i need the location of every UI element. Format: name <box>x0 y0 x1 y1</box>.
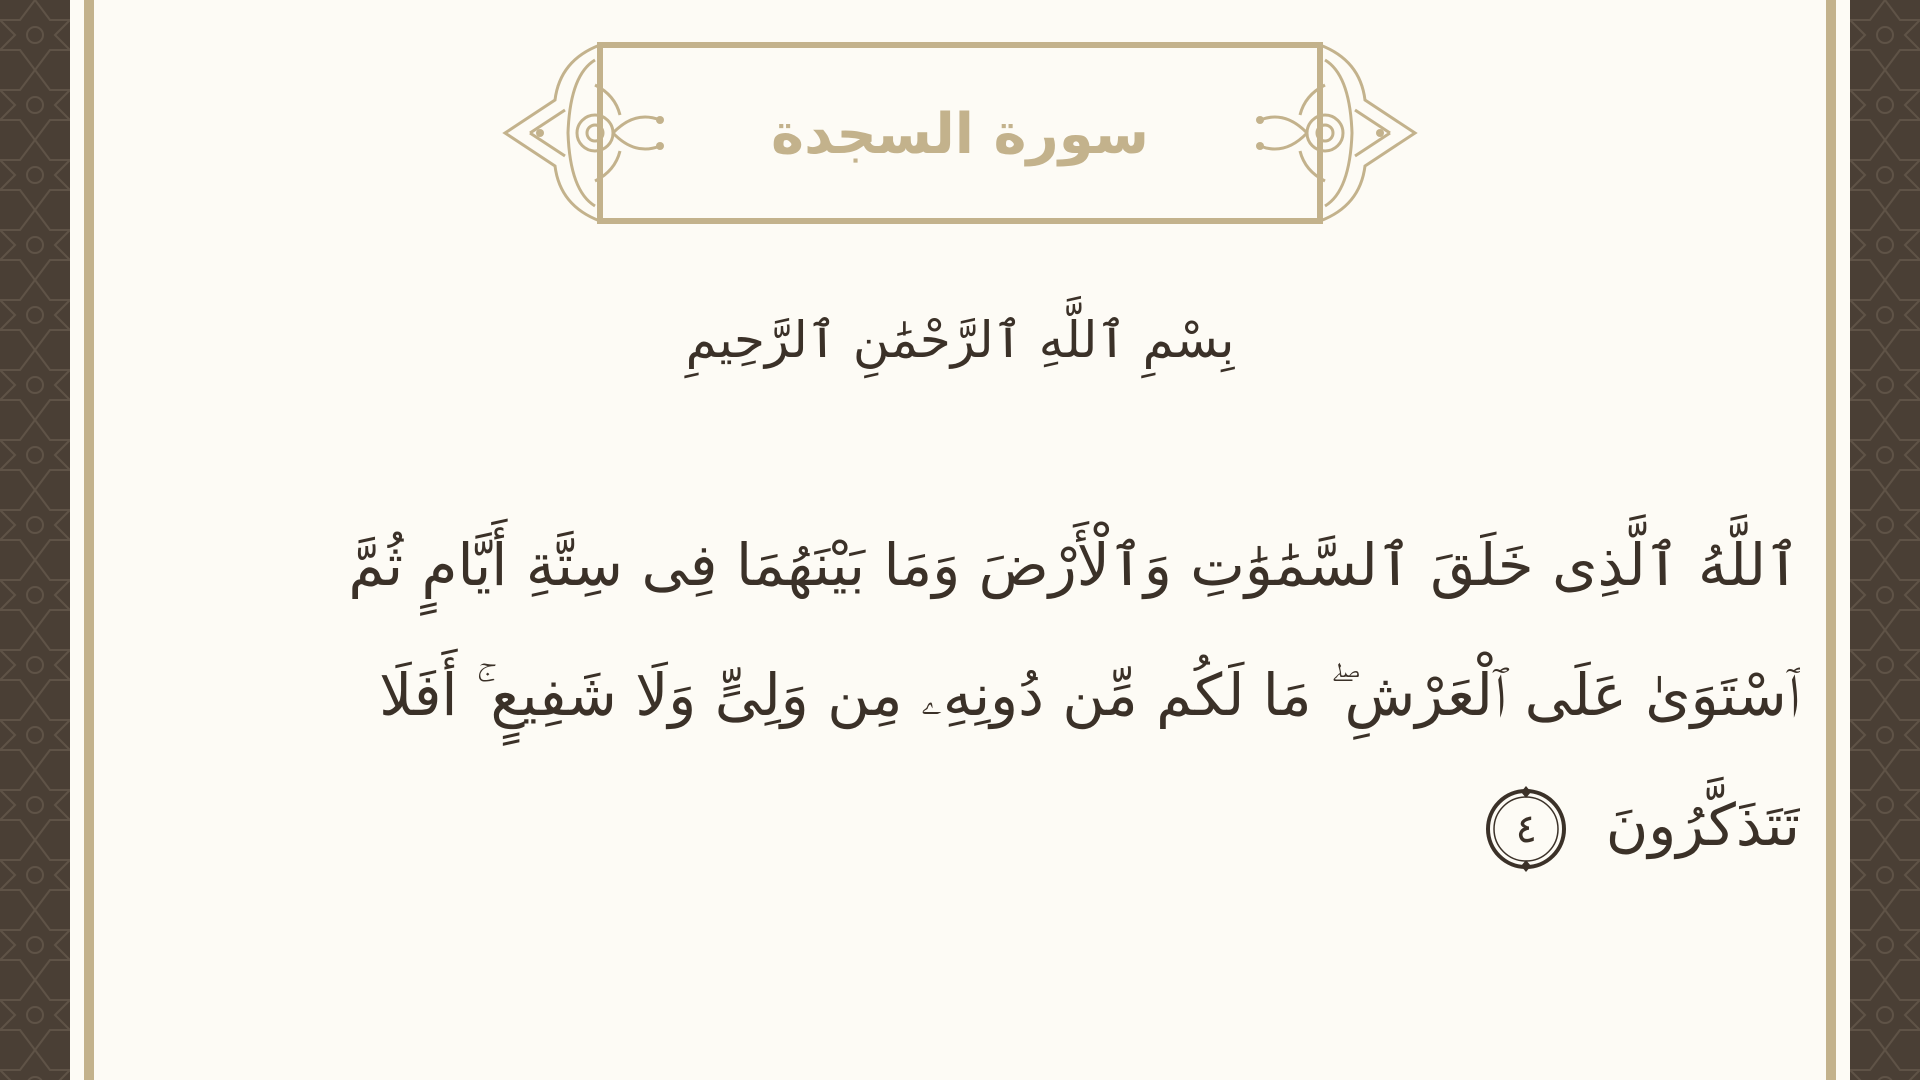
ayah-number-marker <box>1481 784 1571 874</box>
right-pattern-border <box>1850 0 1920 1080</box>
left-gold-rule <box>84 0 94 1080</box>
basmala: بِسْمِ ٱللَّهِ ٱلرَّحْمَٰنِ ٱلرَّحِيمِ <box>685 311 1235 369</box>
verse-line: ٱسْتَوَىٰ عَلَى ٱلْعَرْشِ ۖ مَا لَكُم مِّن دُونِهِۦ مِن وَلِىٍّ وَلَا شَفِيعٍ ۚ أَفَلَا <box>379 661 1800 729</box>
ayah-number: ٤ <box>1515 805 1537 852</box>
verse-line: ٱللَّهُ ٱلَّذِى خَلَقَ ٱلسَّمَٰوَٰتِ وَٱلْأَرْضَ وَمَا بَيْنَهُمَا فِى سِتَّةِ أَيَّامٍ ثُمَّ <box>348 531 1800 599</box>
right-gold-rule <box>1826 0 1836 1080</box>
left-pattern-border <box>0 0 70 1080</box>
verse-text <box>290 500 1800 890</box>
verse-line-last <box>290 760 1800 890</box>
geometric-pattern-right <box>1850 0 1920 1080</box>
geometric-pattern-left <box>0 0 70 1080</box>
verse-line-text: تَتَذَكَّرُونَ <box>1605 791 1800 859</box>
surah-title-banner <box>500 40 1420 230</box>
surah-title: سورة السجدة <box>771 102 1149 167</box>
